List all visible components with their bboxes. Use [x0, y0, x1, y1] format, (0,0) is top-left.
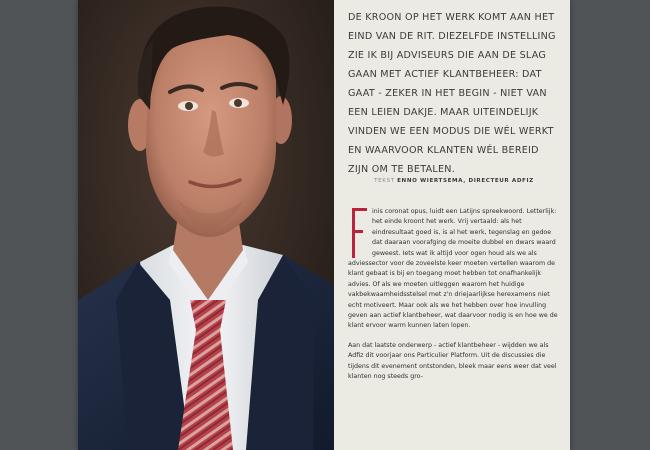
article-body	[348, 207, 560, 392]
article-paragraph	[348, 341, 560, 383]
article-paragraph	[348, 207, 560, 332]
author-credit	[348, 178, 560, 184]
magazine-page	[78, 0, 570, 450]
drop-cap	[348, 208, 368, 258]
intro-quote: DE KROON OP HET WERK KOMT AAN HET EIND VAN DE RIT. DIEZELFDE INSTELLING ZIE IK BIJ ADVISEURS DIE AAN DE SLAG GAAN MET ACTIEF KLANTBEHEER: DAT GAAT - ZEKER IN HET BEGIN - NIET VAN EEN LEIEN DAKJE. MAAR UITEINDELIJK VINDEN WE EEN MODUS DIE WÉL WERKT EN WAARVOOR KLANTEN WÉL BEREID ZIJN OM TE BETALEN.	[348, 12, 556, 175]
credit-author: ENNO WIERTSEMA, DIRECTEUR ADFIZ	[397, 178, 534, 184]
credit-label: TEKST	[374, 178, 395, 184]
portrait-photo	[78, 0, 334, 450]
paragraph-2-text: Aan dat laatste onderwerp - actief klantbeheer - wijdden we als Adfiz dit voorjaar ons Particulier Platform. Uit de discussies die tijdens dit evenement ontstonden, bleek maar eens weer dat veel klanten nog steeds gro-	[348, 341, 557, 381]
paragraph-1-text: inis coronat opus, luidt een Latijns spreekwoord. Letterlijk: het einde kroont het werk. Vrij vertaald: als het eindresultaat goed is, is al het werk, tegenslag en gedoe dat daaraan voorafging de moeite dubbel en dwars waard geweest. Iets wat ik altijd voor ogen houd als we als adviessector voor de zoveelste keer moeten vertellen waarom de klant gebaat is bij en toegang moet hebben tot onafhankelijk advies. Of als we moeten uitleggen waarom het huidige vakbekwaamheidsstelsel met z'n driejaarlijkse herexamens niet echt motiveert. Maar ook als we het hebben over hoe invulling geven aan actief klantbeheer, wat daarvoor nodig is en hoe we de klant ervoor warm kunnen laten lopen.	[348, 208, 558, 330]
